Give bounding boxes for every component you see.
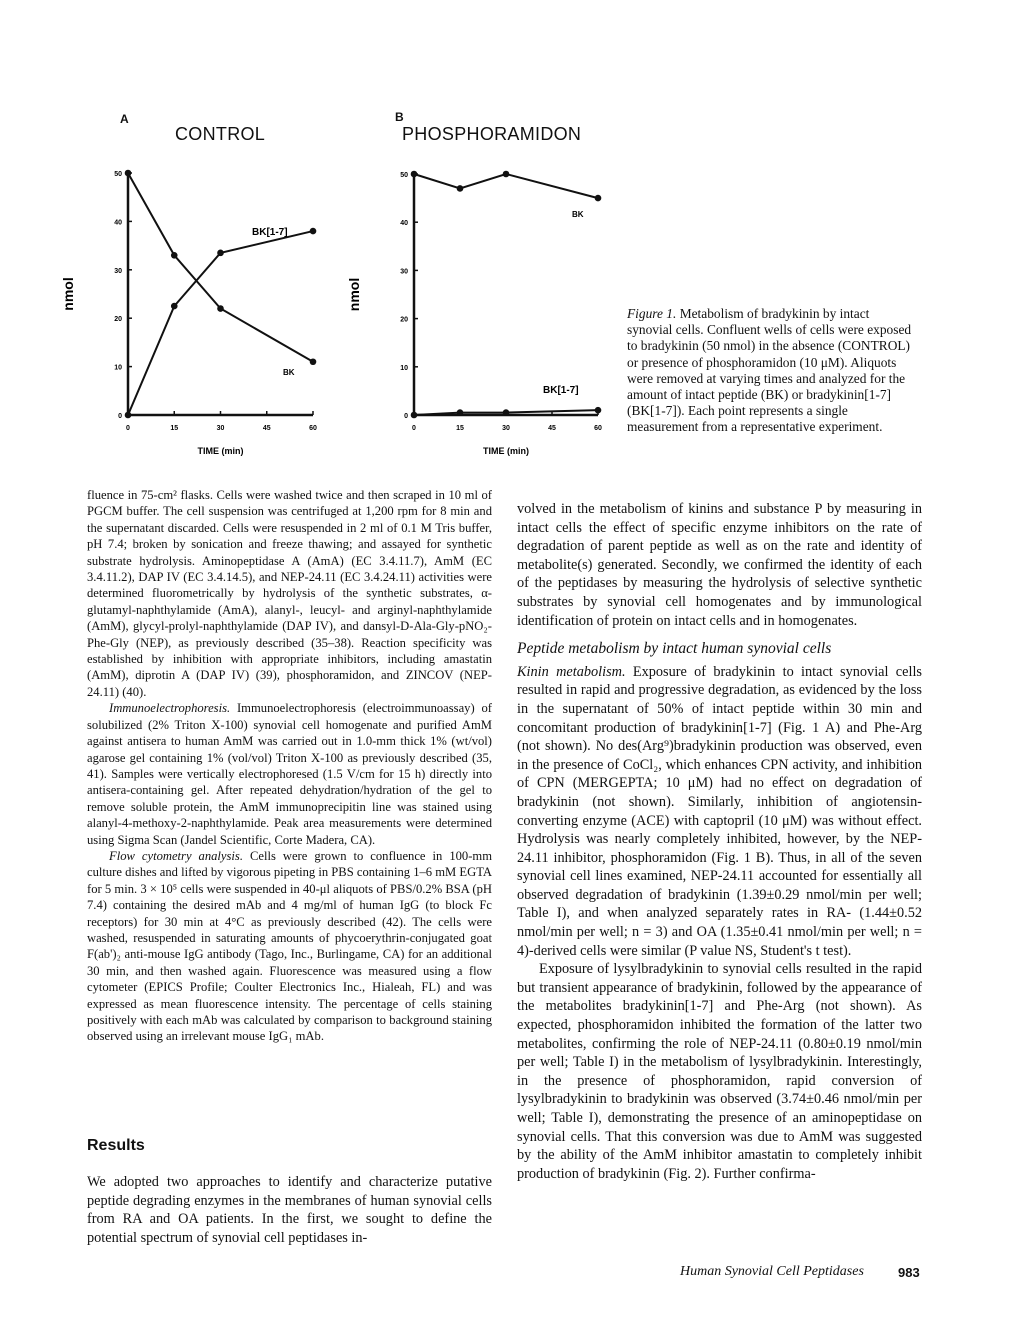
series-line-bk1-7 <box>128 231 313 415</box>
y-axis-label: nmol <box>60 277 76 311</box>
data-point <box>595 407 602 414</box>
y-tick-label: 10 <box>400 364 408 372</box>
panel-title-phosphoramidon: PHOSPHORAMIDON <box>402 124 582 144</box>
paragraph: fluence in 75-cm² flasks. Cells were washed twice and then scraped in 10 ml of PGCM buffer. The cell suspension was centrifuged at 1,200 rpm for 8 min and the supernatant discarded. Cells were resuspended in 2 ml of 0.1 M Tris buffer, pH 7.4; broken by sonication and freeze thawing; and assayed for synthetic substrate hydrolysis. Aminopeptidase A (AmA) (EC 3.4.11.7), AmM (EC 3.4.11.2), DAP IV (EC 3.4.14.5), and NEP-24.11 (EC 3.4.24.11) activities were determined fluorometrically by hydrolysis of the synthetic substrates, α-glutamyl-naphthylamide (AmA), alanyl-, leucyl- and arginyl-naphthylamide (AmM), glycyl-prolyl-naphthylamide (DAP IV), and dansyl-D-Ala-Gly-pNO₂-Phe-Gly (NEP), as previously described (35–38). Reaction specificity was established by inhibition with appropriate inhibitors, including amastatin (AmM), diprotin A (DAP IV) (39), phosphoramidon, and ZINCOV (NEP-24.11) (40). <box>87 488 492 699</box>
x-axis-label: TIME (min) <box>483 446 529 456</box>
x-tick-label: 15 <box>170 425 179 432</box>
data-point <box>217 250 224 257</box>
data-point <box>125 412 132 419</box>
figure-caption <box>627 306 917 436</box>
x-tick-label: 15 <box>456 425 464 432</box>
x-axis-label: TIME (min) <box>197 446 244 456</box>
x-tick-label: 0 <box>126 425 130 432</box>
data-point <box>595 195 602 202</box>
data-point <box>503 171 510 178</box>
section-heading: Peptide metabolism by intact human synovial cells <box>517 640 832 658</box>
y-tick-label: 0 <box>118 413 122 420</box>
data-point <box>457 409 464 416</box>
x-tick-label: 30 <box>502 425 510 432</box>
paragraph: Exposure of lysylbradykinin to synovial cells resulted in the rapid but transient appearance of bradykinin, followed by the appearance of the metabolites bradykinin[1-7] and Phe-Arg (not shown). As expected, phosphoramidon inhibited the formation of the latter two metabolites, confirming the role of NEP-24.11 (0.80±0.19 nmol/min per well; Table I) in the metabolism of lysylbradykinin. Interestingly, in the presence of phosphoramidon, rapid conversion of lysylbradykinin to bradykinin was observed (3.74±0.46 nmol/min per well; Table I), demonstrating the presence of an aminopeptidase on synovial cells. That this conversion was due to AmM was suggested by the ability of the AmM inhibitor amastatin to completely inhibit production of bradykinin (Fig. 2). Further confirma- <box>517 961 922 1182</box>
data-point <box>411 171 418 178</box>
data-point <box>310 228 317 235</box>
paragraph-text: Cells were grown to confluence in 100-mm culture dishes and lifted by vigorous pipeting in PBS containing 1–6 mM EGTA for 5 min. 3 × 10⁵ cells were suspended in 40-μl aliquots of PBS/0.2% BSA (pH 7.4) containing the desired mAb and 4 mg/ml of human IgG (to block Fc receptors) for 30 min at 4°C as previously described (42). The cells were washed, resuspended in saturating amounts of phycoerythrin-conjugated goat F(ab')₂ anti-mouse IgG antibody (Tago, Inc., Burlingame, CA) for an additional 30 min, and then washed again. Fluorescence was measured using a flow cytometer (EPICS Profile; Coulter Electronics Inc., Hialeah, FL) and was expressed as mean fluorescence intensity. The percentage of cells staining positively with each mAb was calculated by comparison to background staining observed using an irrelevant mouse IgG₁ mAb. <box>87 848 492 1044</box>
x-tick-label: 60 <box>594 425 602 432</box>
series-label: BK[1-7] <box>543 385 579 396</box>
data-point <box>171 252 178 259</box>
series-line-bk <box>414 174 598 198</box>
x-tick-label: 60 <box>309 425 317 432</box>
y-tick-label: 30 <box>400 268 408 276</box>
y-axis-label: nmol <box>346 277 362 312</box>
paragraph: volved in the metabolism of kinins and substance P by measuring in intact cells the effect of specific enzyme inhibitors on the rate of degradation of parent peptide as well as on the rate and identity of metabolite(s) generated. Secondly, we confirmed the identity of each of the peptidases by measuring the hydrolysis of selective synthetic substrates by synovial cell homogenates and by immunological identification of protein on intact cells and in homogenates. <box>517 501 922 629</box>
chart-phosphoramidon <box>346 160 630 470</box>
y-tick-label: 30 <box>114 267 122 275</box>
chart-control <box>60 160 340 470</box>
page-number: 983 <box>898 1265 920 1280</box>
data-point <box>310 358 317 365</box>
panel-letter-a: A <box>120 112 129 126</box>
series-line-bk <box>128 173 313 362</box>
panel-title-control: CONTROL <box>175 124 266 144</box>
y-tick-label: 40 <box>114 219 122 227</box>
paragraph-immunoelectrophoresis <box>87 700 492 848</box>
y-tick-label: 0 <box>404 413 408 420</box>
data-point <box>457 185 464 192</box>
paragraph-lead: Kinin metabolism. <box>517 663 626 680</box>
panel-letter-b: B <box>395 110 404 124</box>
paragraph-kinin-metabolism <box>517 663 922 961</box>
paragraph-lead: Flow cytometry analysis. <box>109 848 243 863</box>
data-point <box>171 303 178 310</box>
y-tick-label: 40 <box>400 220 408 228</box>
paragraph-lead: Immunoelectrophoresis. <box>109 701 231 716</box>
y-tick-label: 20 <box>114 316 122 324</box>
right-column <box>517 500 922 1183</box>
x-tick-label: 45 <box>548 425 556 432</box>
running-title: Human Synovial Cell Peptidases <box>680 1264 864 1279</box>
x-tick-label: 45 <box>262 425 271 432</box>
y-tick-label: 50 <box>114 171 122 178</box>
data-point <box>411 412 418 419</box>
x-tick-label: 0 <box>412 425 416 432</box>
y-tick-label: 50 <box>400 172 408 179</box>
paragraph-text: Exposure of bradykinin to intact synovial cells resulted in rapid and progressive degradation, as evidenced by the loss in the supernatant of 50% of intact peptide within 30 min and concomitant production of bradykinin[1-7] (Fig. 1 A) and Phe-Arg (not shown). No des(Arg⁹)bradykinin production was observed, even in the presence of CoCl₂, which enhances CPN activity, and inhibition of CPN (MERGEPTA; 10 μM) had no effect on degradation of bradykinin (not shown). Similarly, inhibition of angiotensin-converting enzyme (ACE) with captopril (10 μM) was without effect. Hydrolysis was nearly completely inhibited, however, by the NEP-24.11 inhibitor, phosphoramidon (Fig. 1 B). Thus, in all of the seven synovial cell lines examined, NEP-24.11 accounted for essentially all observed degradation of bradykinin (1.39±0.29 nmol/min per well; Table I), and when analyzed separately rates in RA- (1.44±0.52 nmol/min per well; n = 3) and OA (1.35±0.41 nmol/min per well; n = 4)-derived cells were similar (P value NS, Student's t test). <box>517 663 922 959</box>
x-tick-label: 30 <box>216 425 225 432</box>
results-paragraph: We adopted two approaches to identify and characterize putative peptide degrading enzymes in the membranes of human synovial cells from RA and OA patients. In the first, we sought to define the potential spectrum of synovial cell peptidases in- <box>87 1174 492 1246</box>
data-point <box>503 409 510 416</box>
series-label: BK <box>283 368 295 377</box>
caption-label: Figure 1. <box>627 306 677 321</box>
paragraph-text: Immunoelectrophoresis (electroimmunoassay) of solubilized (2% Triton X-100) synovial cell homogenate and purified AmM against antisera to human AmM was carried out in 1.0-mm thick 1% (wt/vol) agarose gel containing 1% (vol/vol) Triton X-100 as previously described (35, 41). Samples were vertically electrophoresed (1.5 V/cm for 15 h) directly into antisera-containing gel. After repeated dehydration/hydration of the gel to remove soluble protein, the AmM immunoprecipitin line was stained using alanyl-4-methoxy-2-naphthylamide. Peak area measurements were determined using Sigma Scan (Jandel Scientific, Corte Madera, CA). <box>87 701 492 847</box>
data-point <box>125 170 132 177</box>
y-tick-label: 10 <box>114 364 122 372</box>
data-point <box>217 305 224 312</box>
y-tick-label: 20 <box>400 316 408 324</box>
results-heading: Results <box>87 1137 145 1154</box>
caption-text: Metabolism of bradykinin by intact synovial cells. Confluent wells of cells were exposed to bradykinin (50 nmol) in the absence (CONTROL) or presence of phosphoramidon (10 μM). Aliquots were removed at varying times and analyzed for the amount of intact peptide (BK) or bradykinin[1-7] (BK[1-7]). Each point represents a single measurement from a representative experiment. <box>627 306 912 435</box>
series-label: BK[1-7] <box>252 227 288 238</box>
series-label: BK <box>572 210 584 219</box>
paragraph-flow-cytometry <box>87 848 492 1045</box>
left-column <box>87 487 492 1045</box>
